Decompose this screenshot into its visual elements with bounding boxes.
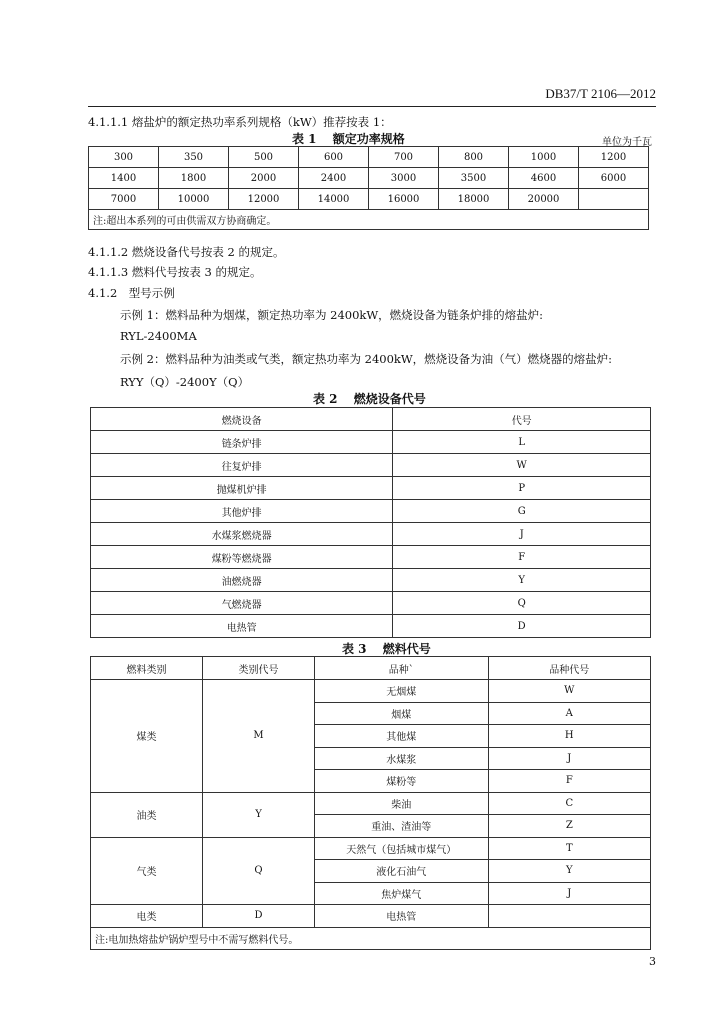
- table1-cell: 12000: [229, 189, 299, 210]
- table3-variety-code-cell: Z: [488, 815, 650, 838]
- table3-category-cell: 油类: [91, 792, 203, 837]
- table1-cell: 16000: [369, 189, 439, 210]
- table2-row: [91, 546, 651, 569]
- example-2-code: RYY（Q）-2400Y（Q）: [120, 375, 250, 389]
- table1-row: [89, 168, 649, 189]
- table2-equipment-cell: 抛煤机炉排: [91, 477, 393, 500]
- table3-note: 注:电加热熔盐炉锅炉型号中不需写燃料代号。: [91, 927, 651, 949]
- table1-cell: 20000: [509, 189, 579, 210]
- table3-variety-code-cell: [488, 905, 650, 928]
- table3-variety-code-cell: C: [488, 792, 650, 815]
- table2-row: [91, 431, 651, 454]
- table1-cell: 7000: [89, 189, 159, 210]
- table1-cell: 1000: [509, 147, 579, 168]
- table3-caption: 表 3 燃料代号: [342, 642, 431, 656]
- table3-category-code-cell: Q: [203, 837, 315, 905]
- table3-variety-cell: 无烟煤: [315, 680, 489, 703]
- table2-code-cell: G: [393, 500, 651, 523]
- table3-variety-code-cell: F: [488, 770, 650, 793]
- table2-equipment-cell: 其他炉排: [91, 500, 393, 523]
- table2-equipment-cell: 煤粉等燃烧器: [91, 546, 393, 569]
- table2-row: [91, 477, 651, 500]
- table3-variety-cell: 水煤浆: [315, 747, 489, 770]
- table1-row: [89, 147, 649, 168]
- table2-equipment-cell: 油燃烧器: [91, 569, 393, 592]
- table1-cell: 2000: [229, 168, 299, 189]
- example-1: 示例 1：燃料品种为烟煤，额定热功率为 2400kW，燃烧设备为链条炉排的熔盐炉:: [120, 308, 544, 322]
- table3-variety-cell: 其他煤: [315, 725, 489, 748]
- document-code-header: DB37/T 2106—2012: [545, 86, 656, 101]
- table2-row: [91, 592, 651, 615]
- table3-variety-cell: 烟煤: [315, 702, 489, 725]
- table3-variety-code-cell: J: [488, 882, 650, 905]
- table1-cell: 10000: [159, 189, 229, 210]
- table3-variety-code-cell: H: [488, 725, 650, 748]
- table2-caption: 表 2 燃烧设备代号: [313, 392, 426, 406]
- table2-row: [91, 615, 651, 638]
- table2-code-cell: D: [393, 615, 651, 638]
- table2-row: [91, 500, 651, 523]
- table2-header-code: 代号: [393, 408, 651, 431]
- table3-variety-code-cell: Y: [488, 860, 650, 883]
- table3-category-code-cell: D: [203, 905, 315, 928]
- table1-cell: 500: [229, 147, 299, 168]
- table1-cell: 4600: [509, 168, 579, 189]
- example-1-code: RYL-2400MA: [120, 329, 197, 343]
- clause-4-1-2: 4.1.2 型号示例: [88, 286, 175, 300]
- table1-cell: 2400: [299, 168, 369, 189]
- table1-cell: 18000: [439, 189, 509, 210]
- table3-row: [91, 680, 651, 703]
- table1-row: [89, 189, 649, 210]
- table3-variety-cell: 液化石油气: [315, 860, 489, 883]
- table2-code-cell: P: [393, 477, 651, 500]
- table3-row: [91, 792, 651, 815]
- table2-code-cell: Q: [393, 592, 651, 615]
- table3-variety-cell: 焦炉煤气: [315, 882, 489, 905]
- table1-cell: 14000: [299, 189, 369, 210]
- table3-header-category-code: 类别代号: [203, 657, 315, 680]
- table3-variety-cell: 柴油: [315, 792, 489, 815]
- table1-cell: 1200: [579, 147, 649, 168]
- table3-row: [91, 905, 651, 928]
- table2-row: [91, 523, 651, 546]
- table3-category-cell: 电类: [91, 905, 203, 928]
- table3-variety-code-cell: A: [488, 702, 650, 725]
- clause-4-1-1-2: 4.1.1.2 燃烧设备代号按表 2 的规定。: [88, 245, 285, 259]
- table2-code-cell: W: [393, 454, 651, 477]
- table3-row: [91, 837, 651, 860]
- table3-header-variety-code: 品种代号: [488, 657, 650, 680]
- table3-header-category: 燃料类别: [91, 657, 203, 680]
- table2-equipment-cell: 电热管: [91, 615, 393, 638]
- table3-category-cell: 煤类: [91, 680, 203, 793]
- table3-category-code-cell: Y: [203, 792, 315, 837]
- table1-rated-power: [88, 146, 649, 230]
- table2-equipment-cell: 往复炉排: [91, 454, 393, 477]
- table1-cell: 600: [299, 147, 369, 168]
- table1-cell: 300: [89, 147, 159, 168]
- table3-variety-cell: 重油、渣油等: [315, 815, 489, 838]
- table1-cell: 700: [369, 147, 439, 168]
- table3-variety-code-cell: T: [488, 837, 650, 860]
- table1-unit: 单位为千瓦: [602, 137, 652, 148]
- table3-category-code-cell: M: [203, 680, 315, 793]
- table1-cell: [579, 189, 649, 210]
- table2-code-cell: L: [393, 431, 651, 454]
- table3-variety-code-cell: J: [488, 747, 650, 770]
- table2-equipment-cell: 水煤浆燃烧器: [91, 523, 393, 546]
- table2-code-cell: Y: [393, 569, 651, 592]
- clause-4-1-1-1: 4.1.1.1 熔盐炉的额定热功率系列规格（kW）推荐按表 1：: [88, 115, 392, 129]
- table3-variety-cell: 天然气（包括城市煤气）: [315, 837, 489, 860]
- table2-equipment-cell: 气燃烧器: [91, 592, 393, 615]
- table1-cell: 800: [439, 147, 509, 168]
- table1-caption: 表 1 额定功率规格: [292, 132, 405, 146]
- table2-code-cell: F: [393, 546, 651, 569]
- table1-note: 注:超出本系列的可由供需双方协商确定。: [89, 210, 649, 230]
- table1-cell: 6000: [579, 168, 649, 189]
- example-2: 示例 2：燃料品种为油类或气类，额定热功率为 2400kW，燃烧设备为油（气）燃烧器的熔盐炉:: [120, 352, 613, 366]
- clause-4-1-1-3: 4.1.1.3 燃料代号按表 3 的规定。: [88, 265, 262, 279]
- table2-combustion-equipment-codes: [90, 407, 651, 638]
- table2-code-cell: J: [393, 523, 651, 546]
- table3-variety-cell: 煤粉等: [315, 770, 489, 793]
- table3-variety-code-cell: W: [488, 680, 650, 703]
- table2-header-equipment: 燃烧设备: [91, 408, 393, 431]
- table1-cell: 3000: [369, 168, 439, 189]
- header-rule: [88, 106, 656, 107]
- table3-header-variety: 品种`: [315, 657, 489, 680]
- table1-cell: 350: [159, 147, 229, 168]
- table2-row: [91, 454, 651, 477]
- table2-row: [91, 569, 651, 592]
- table3-fuel-codes: [90, 656, 651, 950]
- table1-cell: 1800: [159, 168, 229, 189]
- page-number: 3: [649, 955, 656, 968]
- table1-cell: 3500: [439, 168, 509, 189]
- table3-category-cell: 气类: [91, 837, 203, 905]
- table1-cell: 1400: [89, 168, 159, 189]
- table2-equipment-cell: 链条炉排: [91, 431, 393, 454]
- table3-variety-cell: 电热管: [315, 905, 489, 928]
